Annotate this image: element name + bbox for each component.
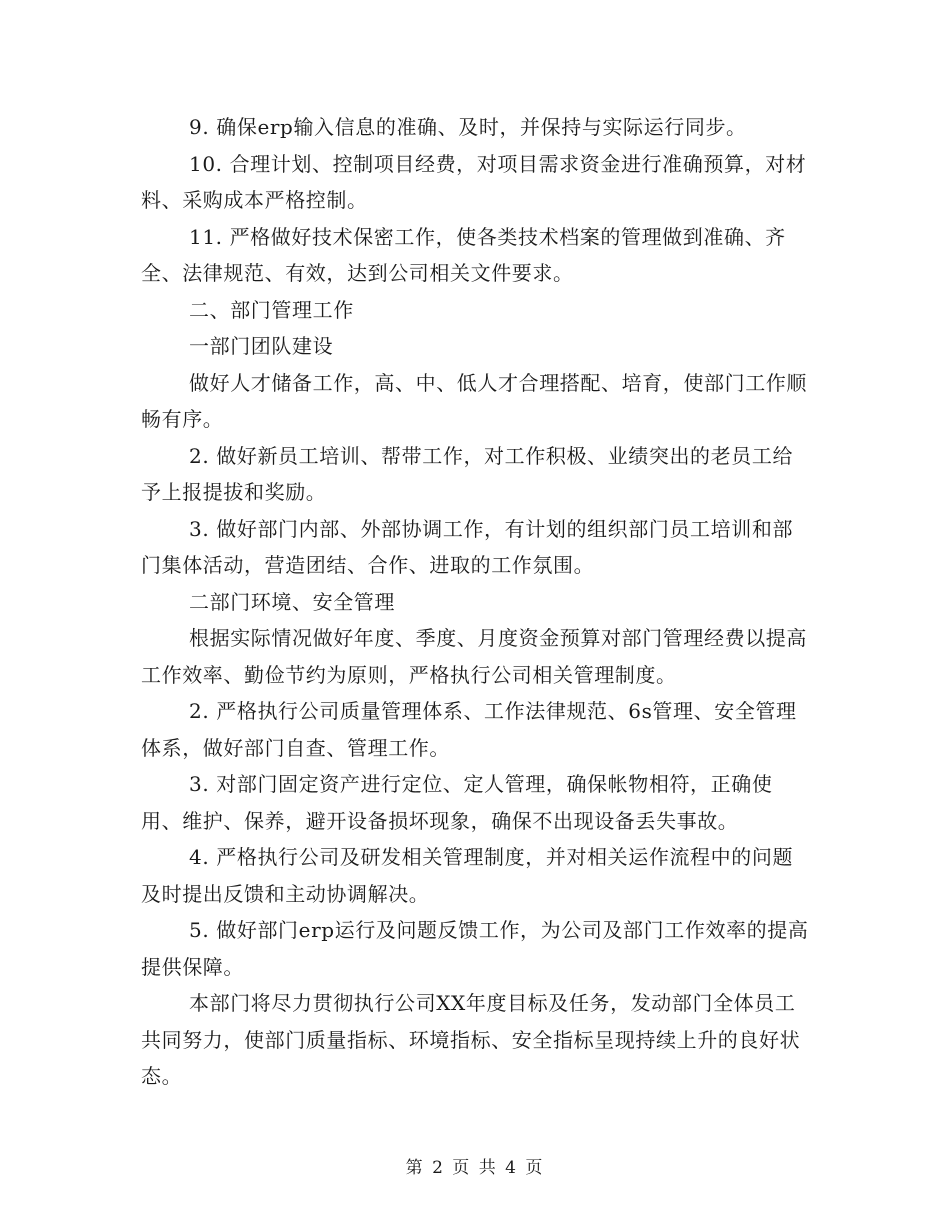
paragraph: 3. 对部门固定资产进行定位、定人管理，确保帐物相符，正确使用、维护、保养，避开设备损坏现象，确保不出现设备丢失事故。 (141, 772, 773, 833)
paragraph: 9. 确保erp输入信息的准确、及时，并保持与实际运行同步。 (189, 115, 747, 139)
paragraph: 根据实际情况做好年度、季度、月度资金预算对部门管理经费以提高工作效率、勤俭节约为原则，严格执行公司相关管理制度。 (141, 626, 807, 687)
paragraph: 4. 严格执行公司及研发相关管理制度，并对相关运作流程中的问题及时提出反馈和主动协调解决。 (141, 845, 794, 906)
page-number-footer: 第 2 页 共 4 页 (405, 1158, 545, 1178)
paragraph: 2. 做好新员工培训、帮带工作，对工作积极、业绩突出的老员工给予上报提拔和奖励。 (141, 443, 794, 504)
paragraph: 2. 严格执行公司质量管理体系、工作法律规范、6s管理、安全管理体系，做好部门自查、管理工作。 (141, 699, 797, 760)
subsection-heading: 二部门环境、安全管理 (189, 589, 395, 614)
paragraph: 3. 做好部门内部、外部协调工作，有计划的组织部门员工培训和部门集体活动，营造团结、合作、进取的工作氛围。 (141, 516, 794, 577)
paragraph: 做好人才储备工作，高、中、低人才合理搭配、培育，使部门工作顺畅有序。 (141, 370, 807, 431)
paragraph: 11. 严格做好技术保密工作，使各类技术档案的管理做到准确、齐全、法律规范、有效，达到公司相关文件要求。 (141, 224, 786, 285)
paragraph: 本部门将尽力贯彻执行公司XX年度目标及任务，发动部门全体员工共同努力，使部门质量指标、环境指标、安全指标呈现持续上升的良好状态。 (141, 991, 801, 1088)
subsection-heading: 一部门团队建设 (189, 334, 334, 358)
document-body (141, 109, 813, 1095)
paragraph: 10. 合理计划、控制项目经费，对项目需求资金进行准确预算，对材料、采购成本严格控制。 (141, 151, 807, 212)
paragraph: 5. 做好部门erp运行及问题反馈工作，为公司及部门工作效率的提高提供保障。 (141, 918, 809, 979)
section-heading: 二、部门管理工作 (189, 297, 354, 322)
